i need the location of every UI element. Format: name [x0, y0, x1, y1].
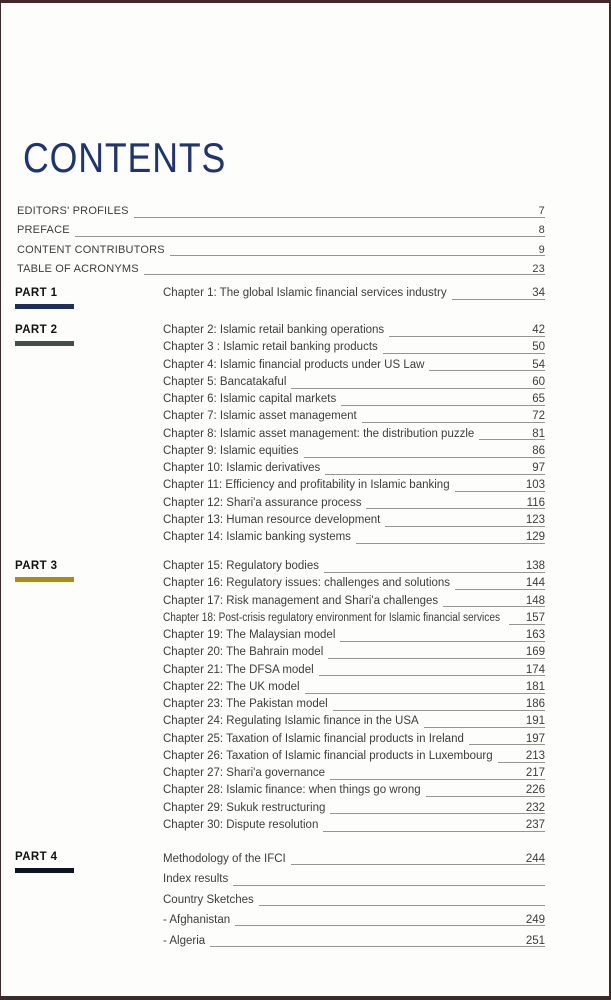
toc-entry-page: 116 [526, 496, 545, 509]
leader-line [479, 426, 545, 441]
toc-entry-page: 181 [525, 680, 545, 693]
leader-line [333, 696, 545, 711]
leader-line [170, 241, 545, 257]
part-color-bar [15, 341, 74, 346]
leader-line [325, 460, 545, 475]
leader-line [383, 339, 545, 354]
toc-entry-label: Chapter 12: Shari'a assurance process [163, 496, 362, 509]
toc-entry [163, 731, 545, 748]
part-entries [163, 285, 545, 309]
toc-entry-label: Chapter 23: The Pakistan model [163, 698, 328, 710]
toc-entry-page: 123 [525, 513, 545, 526]
toc-entry [163, 408, 545, 425]
leader-line [452, 285, 545, 300]
toc-entry-page: 197 [525, 732, 545, 745]
toc-entry-page: 8 [538, 224, 545, 237]
page-title: CONTENTS [23, 134, 227, 181]
leader-line [443, 593, 545, 608]
toc-entry [17, 241, 545, 260]
toc-entry-page: 50 [532, 341, 545, 354]
leader-line [426, 782, 545, 797]
part-heading [15, 322, 163, 546]
toc-entry-label: EDITORS' PROFILES [17, 205, 129, 217]
toc-entry [163, 495, 545, 512]
toc-entry-page: 144 [525, 577, 545, 590]
toc-entry-label: Chapter 29: Sukuk restructuring [163, 801, 326, 814]
toc-entry-label: Chapter 10: Islamic derivatives [163, 462, 321, 474]
toc-entry [163, 610, 545, 627]
part-heading [15, 285, 163, 309]
leader-line [469, 731, 545, 746]
toc-entry-page: 65 [532, 393, 545, 405]
toc-entry-page: 129 [525, 531, 545, 543]
toc-entry-page: 72 [532, 410, 545, 423]
toc-entry-label: Chapter 24: Regulating Islamic finance in the USA [163, 715, 419, 728]
leader-line [362, 408, 545, 423]
toc-entry [163, 679, 545, 696]
toc-entry-label: Chapter 8: Islamic asset management: the distribution puzzle [163, 427, 475, 440]
toc-entry-label: - Afghanistan [163, 914, 231, 927]
leader-line [330, 765, 545, 780]
part-label: PART 3 [15, 560, 58, 572]
leader-line [304, 443, 545, 458]
leader-line [328, 644, 545, 659]
leader-line [366, 495, 545, 510]
leader-line [424, 713, 545, 728]
toc-entry-page: 244 [525, 853, 545, 865]
part-entries [163, 849, 545, 951]
toc-entry [163, 391, 545, 408]
leader-line [429, 357, 545, 372]
toc-entry [163, 460, 545, 477]
toc-entry [163, 529, 545, 546]
toc-entry-label: Index results [163, 873, 229, 886]
toc-entry-page: 232 [525, 801, 545, 814]
leader-line [324, 558, 545, 573]
toc-entry-label: Chapter 20: The Bahrain model [163, 646, 324, 659]
toc-entry-page: 86 [532, 444, 545, 457]
toc-entry [163, 890, 545, 910]
toc-entry [163, 374, 545, 391]
toc-entry [163, 443, 545, 460]
toc-entry [163, 662, 545, 679]
toc-entry-page: 226 [525, 784, 545, 797]
toc-entry [163, 765, 545, 782]
toc-entry-page [520, 869, 545, 884]
toc-entry-label: Chapter 11: Efficiency and profitability in Islamic banking [163, 479, 450, 492]
toc-entry-page: 148 [525, 594, 545, 607]
toc-entry [163, 931, 545, 951]
toc-entry-label: Chapter 3 : Islamic retail banking products [163, 341, 378, 354]
toc-entry-label: Chapter 28: Islamic finance: when things go wrong [163, 784, 421, 797]
toc-entry [163, 627, 545, 644]
toc-entry-label: CONTENT CONTRIBUTORS [17, 243, 165, 256]
toc-entry-label: Chapter 2: Islamic retail banking operations [163, 324, 385, 336]
leader-line [291, 374, 545, 389]
toc-entry [163, 910, 545, 930]
leader-line [291, 849, 545, 865]
toc-entry-page: 42 [532, 324, 545, 336]
toc-entry [163, 800, 545, 817]
leader-line [134, 202, 545, 218]
toc-entry-page: 54 [532, 358, 545, 371]
toc-entry-label: Chapter 25: Taxation of Islamic financial products in Ireland [163, 732, 464, 745]
toc-entry-label: Country Sketches [163, 893, 254, 906]
toc-entry-page: 34 [532, 287, 545, 299]
toc-entry [163, 817, 545, 834]
toc-entry-page: 191 [525, 715, 545, 728]
leader-line [341, 391, 545, 406]
toc-entry [163, 322, 545, 339]
toc-entry-label: Chapter 9: Islamic equities [163, 444, 299, 457]
toc-entry-page [520, 890, 545, 905]
part-heading [15, 558, 163, 834]
toc-entry-label: Chapter 15: Regulatory bodies [163, 560, 319, 572]
toc-entry-page: 9 [538, 243, 545, 256]
toc-entry [17, 260, 545, 279]
leader-line [330, 800, 545, 815]
toc-entry [163, 782, 545, 799]
toc-entry-label: Chapter 18: Post-crisis regulatory environment for Islamic financial services [163, 611, 501, 624]
toc-entry-label: Chapter 4: Islamic financial products under US Law [163, 358, 425, 371]
toc-entry-label: - Algeria [163, 934, 206, 947]
toc-entry [17, 202, 545, 221]
leader-line [259, 890, 545, 906]
leader-line [356, 529, 545, 544]
part-section [15, 849, 545, 951]
toc-entry [163, 477, 545, 494]
part-entries [163, 322, 545, 546]
toc-entry [163, 849, 545, 869]
leader-line [144, 260, 545, 276]
leader-line [498, 748, 545, 763]
toc-entry-label: Chapter 14: Islamic banking systems [163, 531, 351, 543]
leader-line [210, 931, 545, 947]
toc-entry-page: 169 [525, 646, 545, 659]
leader-line [509, 610, 545, 625]
toc-entry-label: Chapter 27: Shari'a governance [163, 767, 326, 779]
toc-entry-page: 157 [525, 611, 545, 624]
toc-entry-page: 251 [525, 934, 545, 947]
toc-entry-label: Chapter 22: The UK model [163, 680, 300, 693]
leader-line [455, 575, 545, 590]
toc-entry-label: Methodology of the IFCI [163, 853, 286, 865]
toc-entry [163, 644, 545, 661]
toc-entry-page: 186 [525, 698, 545, 710]
part-entries [163, 558, 545, 834]
leader-line [305, 679, 545, 694]
leader-line [235, 910, 545, 926]
toc-entry-label: Chapter 26: Taxation of Islamic financial products in Luxembourg [163, 749, 493, 762]
part-section [15, 285, 545, 309]
leader-line [75, 221, 545, 237]
toc-entry-page: 163 [525, 629, 545, 641]
part-color-bar [15, 868, 74, 873]
leader-line [389, 322, 545, 337]
toc-entry [163, 339, 545, 356]
toc-entry-page: 138 [525, 560, 545, 572]
leader-line [385, 512, 545, 527]
part-section [15, 322, 545, 546]
toc-entry [163, 696, 545, 713]
toc-entry [163, 512, 545, 529]
toc-entry-label: TABLE OF ACRONYMS [17, 262, 139, 275]
toc-entry [163, 285, 545, 302]
toc-entry-page: 60 [532, 375, 545, 388]
front-matter-list [17, 202, 545, 279]
toc-entry-page: 103 [525, 479, 545, 492]
leader-line [233, 869, 545, 885]
toc-entry-label: Chapter 7: Islamic asset management [163, 410, 357, 423]
toc-entry [163, 713, 545, 730]
toc-entry-page: 217 [525, 767, 545, 779]
toc-entry-label: Chapter 13: Human resource development [163, 513, 381, 526]
toc-entry-label: Chapter 6: Islamic capital markets [163, 393, 337, 405]
toc-entry-page: 23 [532, 262, 545, 275]
toc-entry-label: Chapter 19: The Malaysian model [163, 629, 336, 641]
toc-entry-page: 7 [538, 205, 545, 217]
toc-entry-label: Chapter 1: The global Islamic financial services industry [163, 287, 447, 299]
toc-entry-label: Chapter 16: Regulatory issues: challenges and solutions [163, 577, 451, 590]
leader-line [323, 817, 545, 832]
toc-entry-label: Chapter 17: Risk management and Shari'a challenges [163, 594, 439, 607]
toc-entry-label: Chapter 21: The DFSA model [163, 663, 314, 676]
toc-entry [163, 593, 545, 610]
part-label: PART 2 [15, 324, 58, 336]
toc-entry [163, 869, 545, 889]
leader-line [455, 477, 545, 492]
toc-entry [163, 575, 545, 592]
toc-entry [163, 748, 545, 765]
part-section [15, 558, 545, 834]
part-color-bar [15, 304, 74, 309]
part-heading [15, 849, 163, 951]
toc-entry-label: Chapter 5: Bancatakaful [163, 375, 287, 388]
toc-entry-page: 213 [525, 749, 545, 762]
toc-entry-page: 249 [525, 914, 545, 927]
toc-entry [163, 426, 545, 443]
toc-entry-page: 174 [525, 663, 545, 676]
part-label: PART 1 [15, 287, 58, 299]
toc-entry [163, 357, 545, 374]
part-color-bar [15, 577, 74, 582]
part-label: PART 4 [15, 851, 58, 863]
toc-entry-label: PREFACE [17, 224, 70, 237]
toc-entry [17, 221, 545, 240]
leader-line [319, 662, 545, 677]
toc-entry-label: Chapter 30: Dispute resolution [163, 818, 319, 831]
toc-entry-page: 237 [525, 818, 545, 831]
toc-entry-page: 81 [532, 427, 545, 440]
leader-line [340, 627, 545, 642]
toc-entry [163, 558, 545, 575]
toc-entry-page: 97 [532, 462, 545, 474]
